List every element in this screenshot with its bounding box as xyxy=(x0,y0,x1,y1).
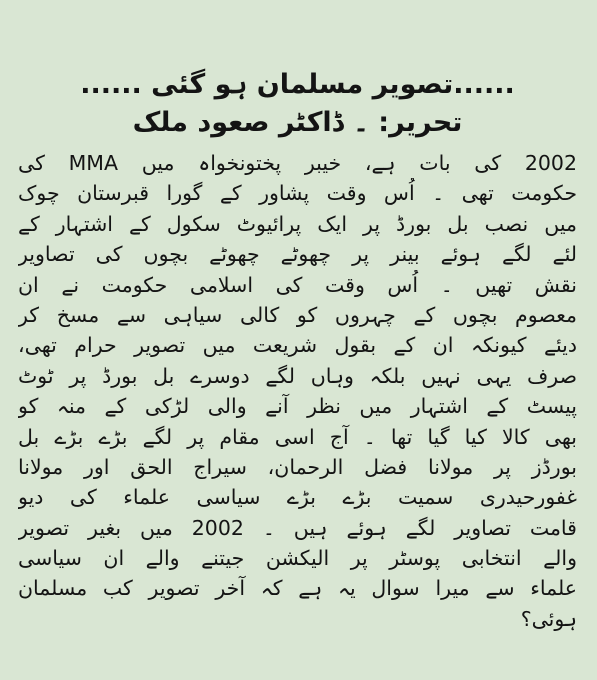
body-line-8: صرف یہی نہیں بلکہ وہاں لگے دوسرے بل بورڈ پر ٹوٹ xyxy=(18,363,577,388)
body-line-7: دیئے کیونکہ ان کے بقول شریعت میں تصویر حرام تھی، xyxy=(18,333,577,358)
body-line-2: حکومت تھی ۔ اُس وقت پشاور کے گورا قبرستان چوک xyxy=(18,181,577,206)
body-line-14: والے انتخابی پوسٹر پر الیکشن جیتنے والے ان سیاسی xyxy=(18,546,577,571)
article-body xyxy=(18,148,577,634)
body-line-1: 2002 کی بات ہے، خیبر پختونخواہ میں MMA کی xyxy=(18,151,577,175)
body-line-4: لئے لگے ہوئے بینر پر چھوٹے چھوٹے بچوں کی تصاویر xyxy=(18,242,577,267)
article-title: ......تصویر مسلمان ہو گئی ...... xyxy=(80,69,515,100)
body-line-13: قامت تصاویر لگے ہوئے ہیں ۔ 2002 میں بغیر تصویر xyxy=(18,515,577,540)
body-line-3: میں نصب بل بورڈ پر ایک پرائیوٹ سکول کے اشتہار کے xyxy=(18,211,577,236)
body-line-10: بھی کالا کیا گیا تھا ۔ آج اسی مقام پر لگے بڑے بڑے بل xyxy=(18,424,577,449)
body-line-15: علماء سے میرا سوال یہ ہے کہ آخر تصویر کب مسلمان xyxy=(18,576,577,601)
body-line-11: بورڈز پر مولانا فضل الرحمان، سیراج الحق اور مولانا xyxy=(18,454,577,479)
body-line-6: معصوم بچوں کے چہروں کو کالی سیاہی سے مسخ کر xyxy=(18,302,577,327)
body-line-16: ہوئی؟ xyxy=(520,606,577,631)
body-line-5: نقش تھیں ۔ اُس وقت کی اسلامی حکومت نے ان xyxy=(18,272,577,297)
article-author: تحریر: ۔ ڈاکٹر صعود ملک xyxy=(132,107,463,138)
body-line-12: غفورحیدری سمیت بڑے بڑے سیاسی علماء کی دیو xyxy=(18,485,577,510)
body-line-9: پیسٹ کے اشتہار میں نظر آنے والی لڑکی کے منہ کو xyxy=(18,394,577,419)
